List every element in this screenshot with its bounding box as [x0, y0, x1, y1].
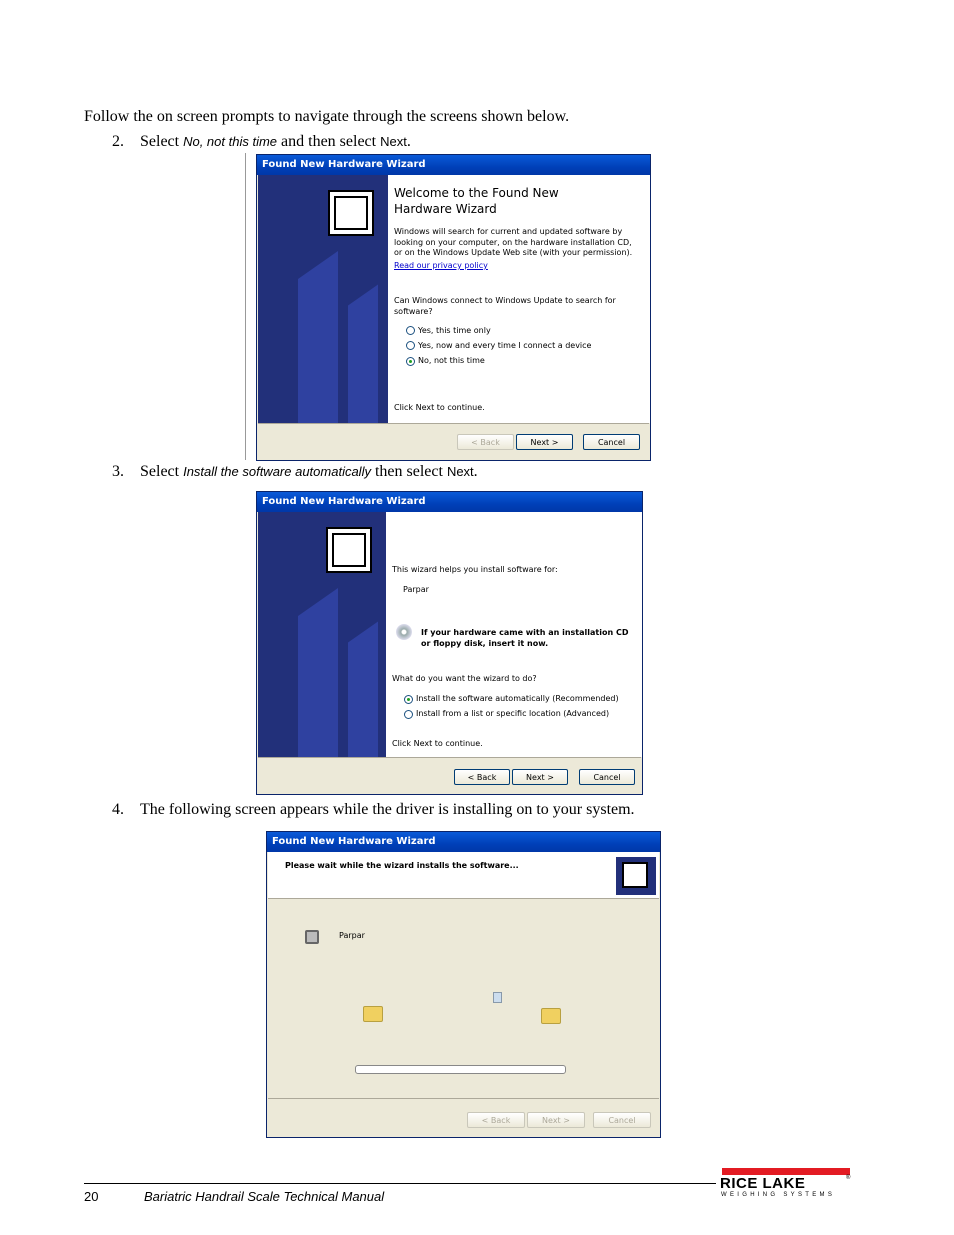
wizard-header-panel: [268, 852, 659, 898]
radio-no-not-this-time[interactable]: [406, 357, 415, 366]
wizard-footer-text: Click Next to continue.: [392, 739, 483, 748]
intro-text: Follow the on screen prompts to navigate through the screens shown below.: [84, 108, 570, 125]
next-button[interactable]: Next >: [527, 1112, 585, 1128]
source-folder-icon: [363, 1006, 383, 1022]
cancel-button[interactable]: Cancel: [579, 769, 635, 785]
wizard-window-welcome: [256, 154, 651, 461]
rice-lake-logo: [718, 1168, 852, 1200]
next-button[interactable]: Next >: [512, 769, 568, 785]
radio-yes-this-time[interactable]: [406, 326, 415, 335]
privacy-policy-link[interactable]: Read our privacy policy: [394, 261, 488, 270]
manual-title: Bariatric Handrail Scale Technical Manual: [144, 1189, 385, 1204]
wizard-content: [386, 512, 642, 757]
step-text: The following screen appears while the driver is installing on to your system.: [140, 801, 635, 818]
back-button[interactable]: < Back: [457, 434, 514, 450]
next-button[interactable]: Next >: [516, 434, 573, 450]
hardware-wizard-icon: [616, 857, 656, 895]
radio-install-automatically[interactable]: [404, 695, 413, 704]
step-3: [112, 463, 478, 481]
logo-subtext: WEIGHING SYSTEMS: [721, 1192, 836, 1198]
radio-yes-every-time[interactable]: [406, 341, 415, 350]
step-option: Install the software automatically: [183, 464, 371, 479]
step-punct: .: [473, 463, 478, 480]
wizard-intro: This wizard helps you install software for:: [392, 565, 558, 574]
wizard-footer-text: Click Next to continue.: [394, 403, 485, 412]
wizard-sidebar-graphic: [258, 175, 388, 423]
radio-label: Yes, this time only: [418, 326, 491, 335]
wizard-question: What do you want the wizard to do?: [392, 674, 537, 683]
step-action: Next: [446, 464, 474, 479]
step-number: 2.: [112, 133, 124, 150]
step-number: 4.: [112, 801, 124, 818]
step-4: [112, 801, 635, 819]
wizard-heading: Please wait while the wizard installs the software...: [285, 861, 519, 870]
radio-label: Yes, now and every time I connect a device: [418, 341, 592, 350]
wizard-window-installing: [266, 831, 661, 1138]
wizard-window-install-options: [256, 491, 643, 795]
radio-label: No, not this time: [418, 356, 485, 365]
device-name: Parpar: [403, 585, 429, 594]
hardware-wizard-icon: [328, 190, 374, 236]
destination-folder-icon: [541, 1008, 561, 1024]
window-title: Found New Hardware Wizard: [257, 492, 642, 512]
wizard-sidebar-graphic: [258, 512, 386, 757]
step-option: No, not this time: [183, 134, 278, 149]
figure-border: [245, 153, 246, 460]
footer-rule: [84, 1183, 716, 1184]
step-text: and then select: [277, 133, 381, 150]
wizard-question: Can Windows connect to Windows Update to search for software?: [394, 296, 616, 316]
device-name: Parpar: [339, 931, 365, 940]
page-number: 20: [84, 1189, 99, 1204]
document-icon: [493, 992, 502, 1003]
cancel-button[interactable]: Cancel: [593, 1112, 651, 1128]
back-button[interactable]: < Back: [454, 769, 510, 785]
step-text: then select: [370, 463, 447, 480]
window-title: Found New Hardware Wizard: [267, 832, 660, 852]
logo-text: RICE LAKE: [720, 1175, 806, 1192]
step-text: Select: [140, 133, 184, 150]
install-progress-bar: [355, 1065, 566, 1074]
step-text: Select: [140, 463, 184, 480]
step-number: 3.: [112, 463, 124, 480]
hardware-wizard-icon: [326, 527, 372, 573]
radio-label: Install from a list or specific location (Advanced): [416, 709, 610, 718]
wizard-heading: Welcome to the Found New Hardware Wizard: [394, 186, 559, 216]
step-2: [112, 133, 411, 151]
radio-label: Install the software automatically (Recommended): [416, 694, 619, 703]
cd-instruction: If your hardware came with an installation CD or floppy disk, insert it now.: [421, 628, 629, 648]
usb-cable-icon: [305, 930, 319, 944]
wizard-description: Windows will search for current and updated software by looking on your computer, on the hardware installation CD, or on the Windows Update Web site (with your permission).: [394, 227, 633, 257]
wizard-content: [388, 175, 650, 423]
logo-registered-mark: ®: [846, 1175, 851, 1181]
radio-install-from-list[interactable]: [404, 710, 413, 719]
cancel-button[interactable]: Cancel: [583, 434, 640, 450]
step-punct: .: [406, 133, 411, 150]
back-button[interactable]: < Back: [467, 1112, 525, 1128]
window-title: Found New Hardware Wizard: [257, 155, 650, 175]
cd-icon: [396, 624, 412, 640]
step-action: Next: [380, 134, 407, 149]
